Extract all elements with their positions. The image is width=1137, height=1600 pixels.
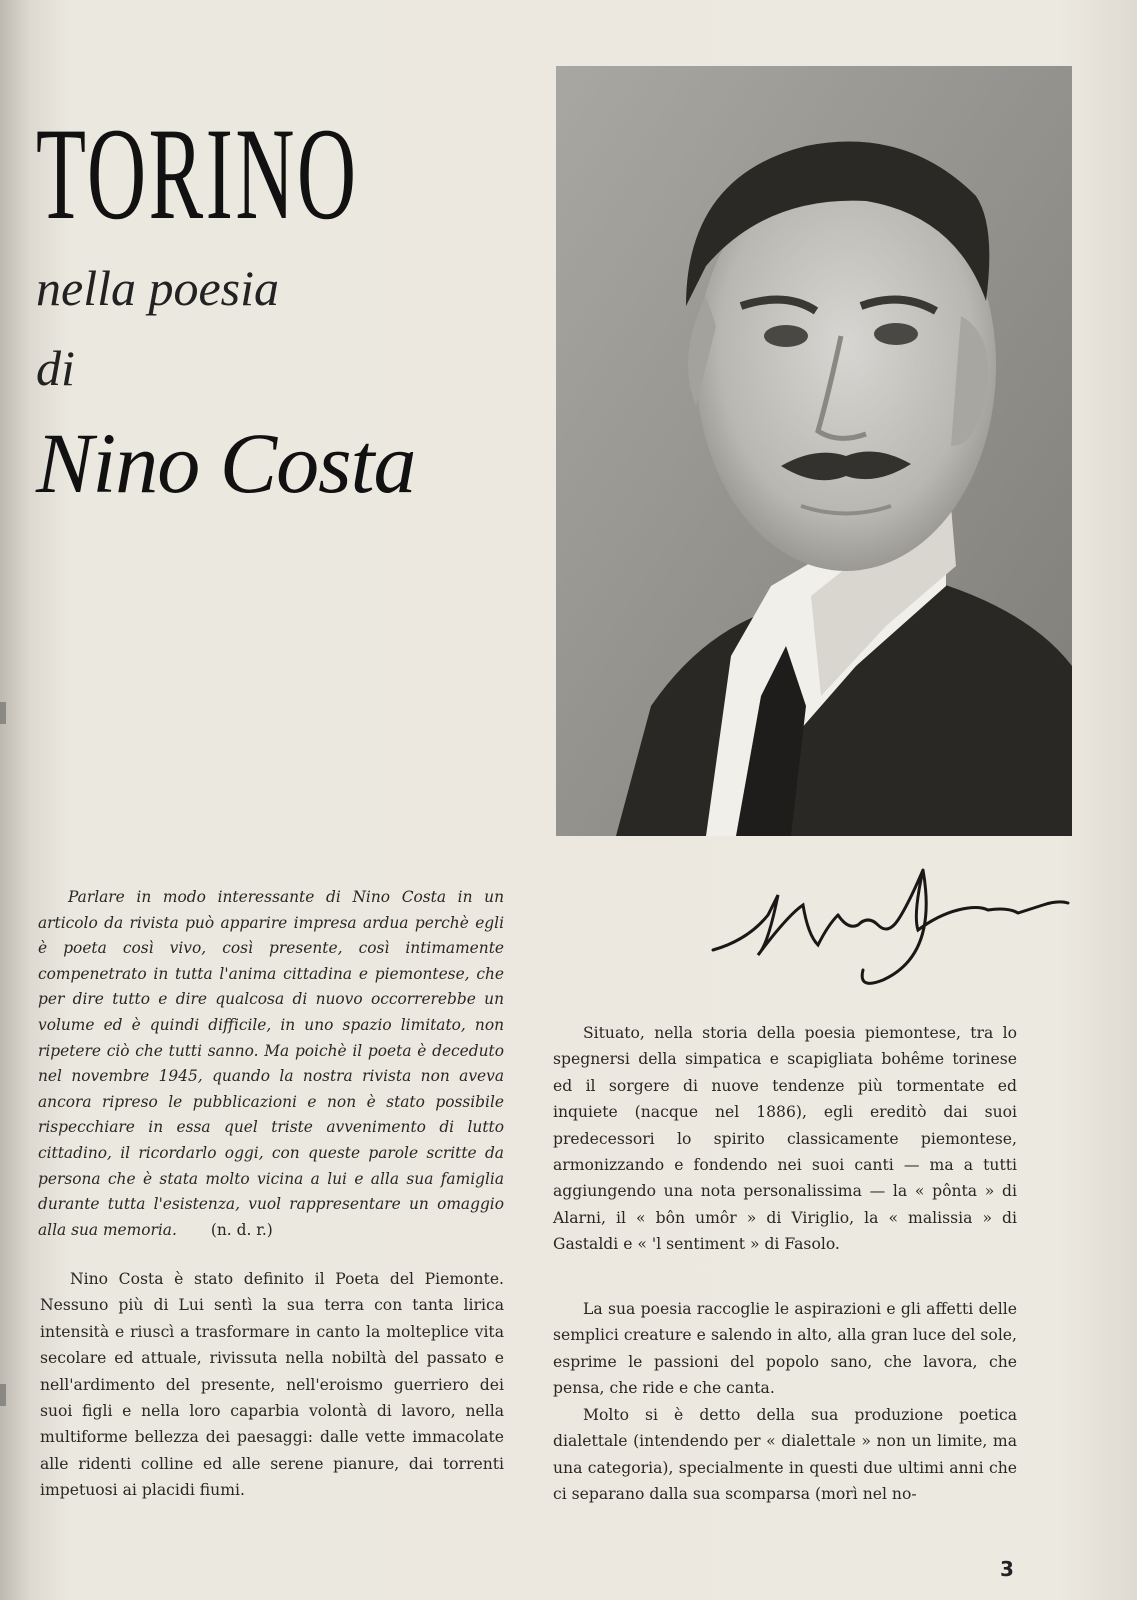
article-subtitle-line-1: nella poesia: [36, 260, 280, 316]
editorial-note-sign: (n. d. r.): [210, 1220, 273, 1239]
body-paragraph-right-2: La sua poesia raccoglie le aspirazioni e gli affetti delle semplici creature e salendo in alto, alla gran luce del sole, esprime le passioni del popolo sano, che lavora, che pensa, che ride e che canta.: [553, 1300, 1017, 1398]
author-signature: [708, 855, 1073, 995]
binding-mark: [0, 702, 6, 724]
page-number: 3: [1000, 1557, 1014, 1581]
author-portrait-photo: [556, 66, 1072, 836]
article-subtitle-line-2: di: [36, 340, 75, 396]
editorial-intro: [38, 885, 504, 1243]
article-title-name: Nino Costa: [36, 415, 416, 511]
editorial-intro-text: Parlare in modo interessante di Nino Costa in un articolo da rivista può apparire impresa ardua perchè egli è poeta così vivo, così presente, così intimamente compenetrato in tutta l'anima cittadina e piemontese, che per dire tutto e dire qualcosa di nuovo occorrerebbe un volume ed è quindi difficile, in uno spazio limitato, non ripetere ciò che tutti sanno. Ma poichè il poeta è deceduto nel novembre 1945, quando la nostra rivista non aveva ancora ripreso le pubblicazioni e non è stato possibile rispecchiare in essa quel triste avvenimento di lutto cittadino, il ricordarlo oggi, con queste parole scritte da persona che è stata molto vicina a lui e alla sua famiglia durante tutta l'esistenza, vuol rappresentare un omaggio alla sua memoria.: [38, 888, 504, 1239]
body-paragraph-left: Nino Costa è stato definito il Poeta del Piemonte. Nessuno più di Lui sentì la sua terra con tanta lirica intensità e riuscì a trasformare in canto la molteplice vita secolare ed attuale, rivissuta nella nobiltà del passato e nell'ardimento del presente, nell'eroismo guerriero dei suoi figli e nella loro caparbia volontà di lavoro, nella multiforme bellezza dei paesaggi: dalle vette immacolate alle ridenti colline ed alle serene pianure, dai torrenti impetuosi ai placidi fiumi.: [40, 1270, 504, 1500]
binding-mark: [0, 1384, 6, 1406]
article-title: TORINO: [36, 100, 359, 247]
body-paragraph-right-3: Molto si è detto della sua produzione poetica dialettale (intendendo per « dialettale » non un limite, ma una categoria), specialmente in questi due ultimi anni che ci separano dalla sua scomparsa (morì nel no-: [553, 1406, 1017, 1504]
body-paragraph-right-1: Situato, nella storia della poesia piemontese, tra lo spegnersi della simpatica e scapigliata bohême torinese ed il sorgere di nuove tendenze più tormentate ed inquiete (nacque nel 1886), egli ereditò dai suoi predecessori lo spirito classicamente piemontese, armonizzando e fondendo nei suoi canti — ma a tutti aggiungendo una nota personalissima — la « pônta » di Alarni, il « bôn umôr » di Viriglio, la « malissia » di Gastaldi e « 'l sentiment » di Fasolo.: [553, 1024, 1017, 1254]
